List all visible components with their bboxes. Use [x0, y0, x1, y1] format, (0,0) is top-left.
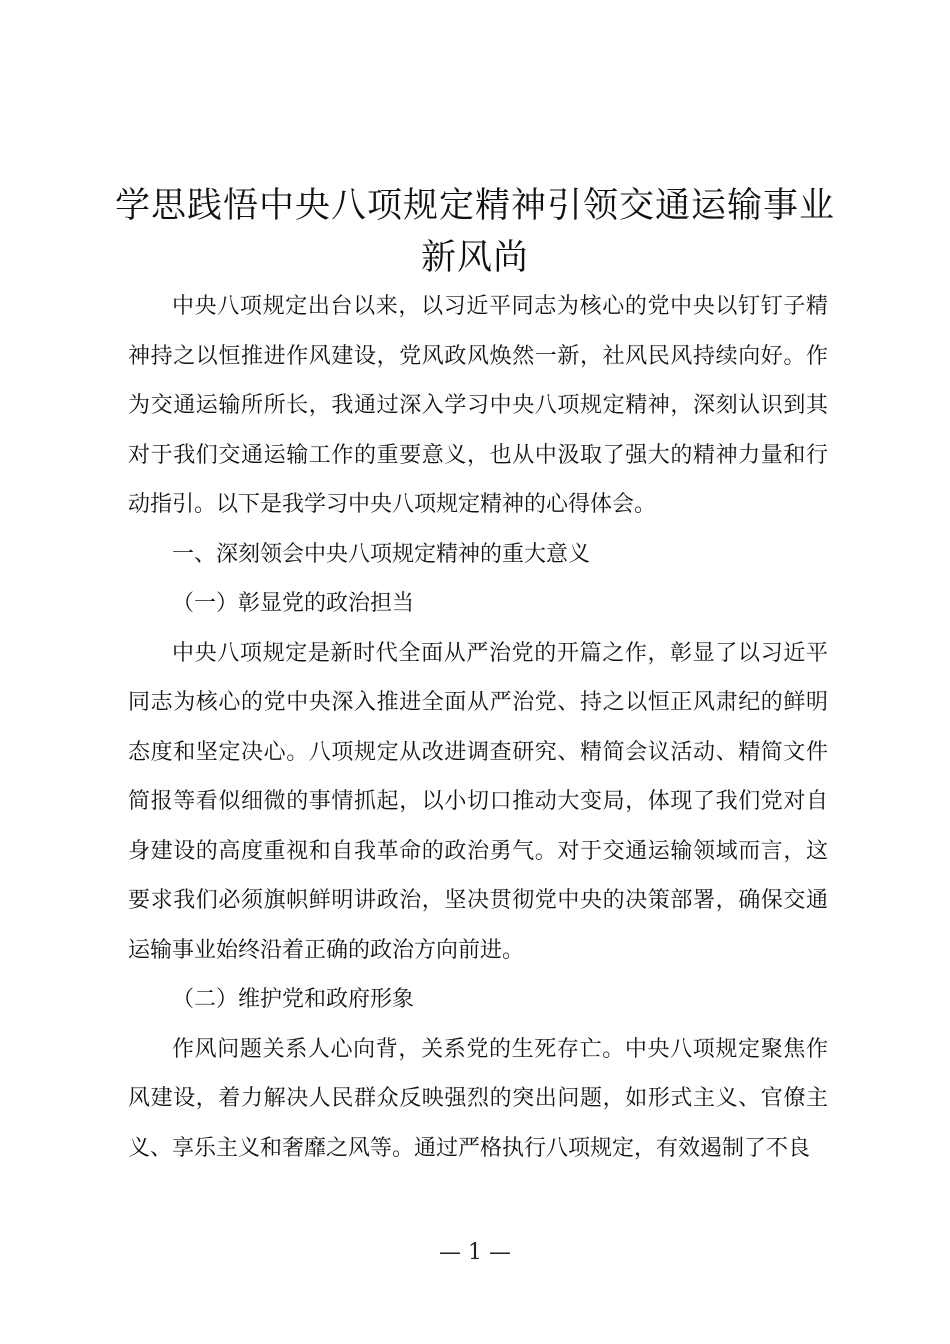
- body-paragraph-1: 中央八项规定是新时代全面从严治党的开篇之作，彰显了以习近平同志为核心的党中央深入推进全面从严治党、持之以恒正风肃纪的鲜明态度和坚定决心。八项规定从改进调查研究、精简会议活动、精简文件简报等看似细微的事情抓起，以小切口推动大变局，体现了我们党对自身建设的高度重视和自我革命的政治勇气。对于交通运输领域而言，这要求我们必须旗帜鲜明讲政治，坚决贯彻党中央的决策部署，确保交通运输事业始终沿着正确的政治方向前进。: [128, 640, 828, 963]
- intro-paragraph: 中央八项规定出台以来，以习近平同志为核心的党中央以钉钉子精神持之以恒推进作风建设，党风政风焕然一新，社风民风持续向好。作为交通运输所所长，我通过深入学习中央八项规定精神，深刻认识到其对于我们交通运输工作的重要意义，也从中汲取了强大的精神力量和行动指引。以下是我学习中央八项规定精神的心得体会。: [128, 294, 828, 517]
- subsection-heading-1: （一）彰显党的政治担当: [172, 591, 415, 616]
- section-heading-1: 一、深刻领会中央八项规定精神的重大意义: [172, 541, 591, 567]
- document-title: 学思践悟中央八项规定精神引领交通运输事业新风尚: [114, 186, 835, 278]
- subsection-heading-2: （二）维护党和政府形象: [172, 987, 415, 1012]
- body-paragraph-2: 作风问题关系人心向背，关系党的生死存亡。中央八项规定聚焦作风建设，着力解决人民群众反映强烈的突出问题，如形式主义、官僚主义、享乐主义和奢靡之风等。通过严格执行八项规定，有效遏制了不良: [128, 1036, 828, 1161]
- page-number: — 1 —: [439, 1240, 511, 1265]
- document-body: [128, 282, 828, 1173]
